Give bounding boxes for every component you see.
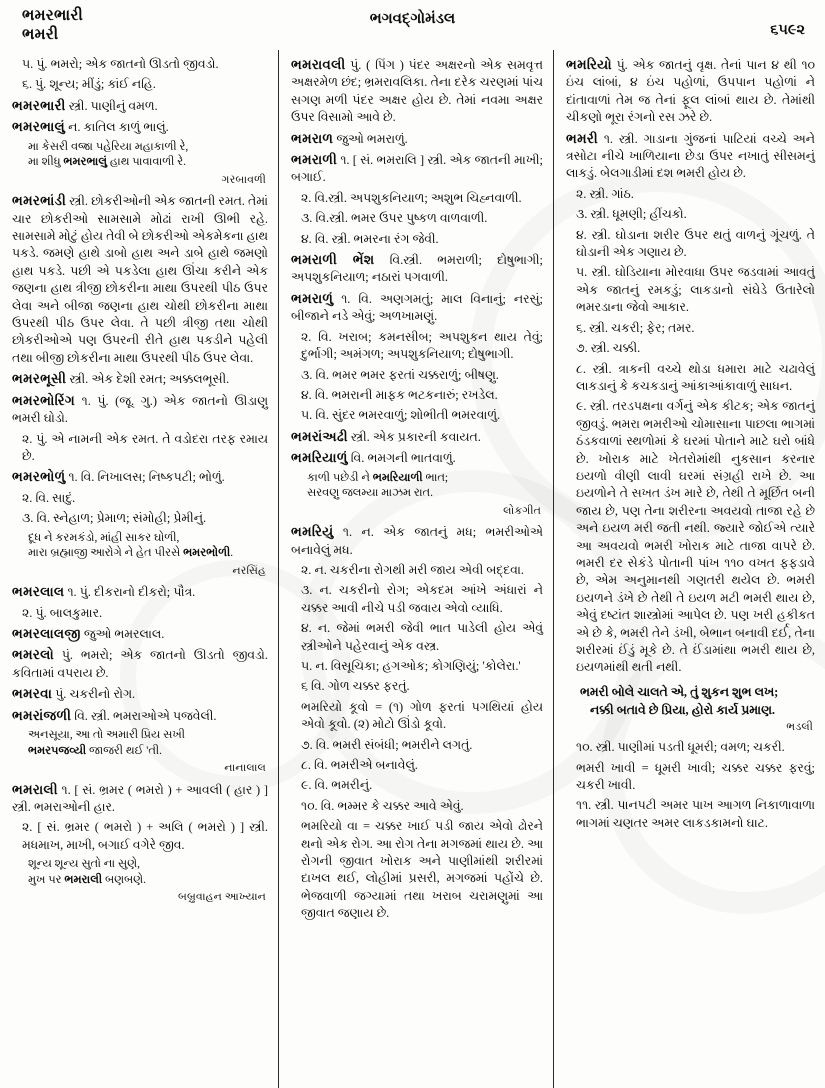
entry-definition: પું. એક જાતનું વૃક્ષ. તેનાં પાન ૪ થી ૧૦ ઇંચ લાંબાં, ૪ ઇંચ પહોળાં, ઉપપાન પહોળાં ને દાંતાવાળાં તેમ જ તેનાં ફૂલ લાંબાં થાય છે. તેમાંથી ચીકણો ભૂરા રંગનો રસ ઝરે છે. (566, 58, 815, 125)
entry-sense: ૮. સ્ત્રી. ત્રાકની વચ્ચે થોડા ધમારા માટે ચઢાવેલું લાકડાનું કે કચકડાનું આંકાઆંકાવાળું સાધન. (576, 361, 815, 393)
quotation-source: ભડલી (786, 720, 813, 733)
entry-definition: સ્ત્રી. એક દેશી રમત; અક્કલભૂસી. (66, 372, 230, 387)
dictionary-entry (12, 192, 268, 367)
entry-quotation (28, 531, 268, 562)
quotation-source: નરસિંહ (232, 564, 266, 577)
column-left (0, 50, 278, 1088)
entry-headword: ભમરભાંડી (12, 193, 67, 209)
entry-sense: ૯. સ્ત્રી. તરડપક્ષના વર્ગનું એક કીટક; એક જાતનું જીવડું. ભમરા ભમરીઓ ચોમાસાના પાછલા ભાગમાં ઠંડકવાળાં સ્થળોમાં કે ઘરમાં પોતાને માટે ઘરો બાંધે છે. ખોરાક માટે ખેતરોમાંથી નુકસાન કરનાર ઇયળો વીણી લાવી ઘરમાં સંગ્રહી રાખે છે. આ ઇયળોને તે સખત ડંખ મારે છે, તેથી તે મૂર્છિત બની જાય છે, પણ તેના શરીરના અવયવો તાજા રહે છે અને ઇયળ મરી જતી નથી. જ્યારે જોઈએ ત્યારે આ અવયવો ભમરી ખોરાક માટે તાજા વાપરે છે. ભમરી દર સેકંડે પોતાની પાંખ ૧૧૦ વખત ફફડાવે છે, એમ અનુમાનથી ગણતરી થયેલ છે. ભમરી ઇયળને ડંખે છે તેથી તે ઇયળ મટી ભમરી થાય છે, એવું દષ્ટાંત શાસ્ત્રોમાં આપેલ છે. પણ ખરી હકીકત એ છે કે, ભમરી તેને ડંખી, બેભાન બનાવી દર્ઈ, તેના શરીરમાં ઈંડું મૂકે છે. તે ઈંડામાંથા ભમરી થાય છે, ઇયળમાંથી થતી નથી. (576, 399, 815, 675)
entry-quotation (307, 471, 543, 502)
dictionary-entry (12, 392, 268, 428)
entry-headword: ભમરાળી ભેંશ (291, 252, 375, 268)
entry-headword: ભમરાંજળી (12, 707, 72, 723)
quotation-line: મુખ પર ભમરાલી બણબણે. (28, 873, 146, 886)
entry-headword: ભમરભૂસી (12, 371, 67, 387)
quotation-line: સરવણુ જલમ્યા માઝમ રાત. (307, 487, 433, 500)
text-columns (0, 50, 825, 1088)
entry-headword: ભમરલો (12, 647, 54, 663)
entry-definition: સ્ત્રી. એક પ્રકારની કવાયત. (347, 429, 481, 444)
entry-definition: ૧. ન. એક જાતનું મધ; ભમરીઓએ બનાવેલું મધ. (291, 525, 543, 557)
entry-quotation (28, 728, 268, 759)
entry-headword: ભમરાવલી (291, 57, 346, 72)
entry-sense: ૩. સ્ત્રી. ધૂમણી; હીંચકો. (576, 207, 687, 222)
quotation-source: લોકગીત (503, 504, 541, 517)
entry-headword: ભમરી (566, 130, 598, 146)
dictionary-entry (291, 130, 543, 148)
column-middle (278, 50, 554, 1088)
running-head-left-line2: ભમરી (22, 26, 59, 43)
quotation-line: નક્કી બતાવે છે પ્રિયા, હોરો કાર્ય પ્રમાણ. (590, 702, 775, 717)
entry-sense: ૫. પું. ભમરો; એક જાતનો ઊડતો જીવડો. (22, 57, 219, 71)
dictionary-entry (12, 625, 268, 643)
entry-definition: ૧. [ સં. ભ્રમર ( ભમરો ) + આવલી ( હાર ) ] સ્ત્રી. ભમરાઓની હાર. (12, 782, 268, 814)
entry-definition: ૧. [ સં. ભમરાલિ ] સ્ત્રી. એક જાતની માખી; બગાઈ. (291, 153, 543, 185)
entry-headword: ભમરભારી (12, 97, 66, 113)
entry-sense: ૫. ન. વિસૂચિકા; હગઓક; કોગણિયું; 'કોલેરા.' (301, 658, 521, 673)
quotation-line: દૂધ ને કરમકંડો, માંહી સાકર ઘોળી, (28, 531, 180, 544)
entry-sense: ૨. વિ. સાદું. (22, 490, 76, 505)
entry-sense: ૭. સ્ત્રી. ચક્કી. (576, 341, 641, 356)
entry-sense: ૨. ન. ચકરીના રોગથી મરી જાય એવી બદ્દવા. (301, 562, 525, 577)
entry-sense: ૧૦. સ્ત્રી. પાણીમાં પડતી ધૂમરી; વમળ; ચકરી. (576, 740, 785, 755)
dictionary-entry (12, 707, 268, 725)
entry-sense: ૩. વિ.સ્ત્રી. ભમર ઉપર પુષ્કળ વાળવાળી. (301, 211, 488, 226)
dictionary-entry (12, 583, 268, 601)
entry-sense: ભમરિયો કૂવો = (૧) ગોળ ફરતાં પગથિયાં હોય એવો કૂવો. (૨) મોટો ઊંડો કૂવો. (301, 699, 543, 732)
dictionary-entry (12, 468, 268, 486)
dictionary-entry (291, 449, 543, 467)
dictionary-entry (291, 290, 543, 326)
entry-headword: ભમરભાલું (12, 119, 65, 135)
page-number: ૬૫૯૨ (770, 22, 805, 38)
entry-sense: ૩. ન. ચકરીનો રોગ; એકદમ આંખે અંધારાં ને ચક્કર આવી નીચે પડી જવાય એવો વ્યાધિ. (301, 583, 543, 615)
entry-sense: ૩. વિ. ભમર ભમર ફરતાં ચક્કરાળું; બીષણુ. (301, 367, 499, 382)
entry-headword: ભમરલાલ (12, 584, 65, 600)
entry-sense: ૨. પું. એ નામની એક રમત. તે વડોદરા તરફ રમાય છે. (22, 431, 268, 463)
entry-sense: ૫. સ્ત્રી. ઘોડિયાના મોરવાધા ઉપર જડવામાં આવતું એક જાતનું રમકડું; લાકડાનો સંઘેડે ઉતારેલો ભમરડાના જેવો આકાર. (576, 265, 815, 315)
quotation-source: ગરબાવળી (221, 173, 266, 186)
entry-definition: વિ. ભમગની ભાતવાળું. (347, 451, 456, 466)
entry-sense: ૨. પું. બાલકુમાર. (22, 605, 103, 620)
dictionary-entry (12, 118, 268, 136)
dictionary-entry (291, 428, 543, 446)
entry-definition: વિ. સ્ત્રી. ભમરાઓએ પજવેલી. (71, 708, 217, 723)
entry-sense: ૭. વિ. ભમરી સંબંધી; ભમરીને લગતું. (301, 737, 473, 752)
dictionary-entry (12, 781, 268, 817)
entry-sense: ૮. વિ. ભમરીએ બનાવેલું. (301, 758, 418, 772)
entry-headword: ભમરિયું (291, 524, 334, 540)
entry-headword: ભમરવા (12, 686, 53, 702)
entry-sense: ૪. વિ. સ્ત્રી. ભમરના રંગ જેવી. (301, 231, 439, 246)
entry-definition: પું. ચકરીનો રોગ. (52, 687, 136, 702)
entry-sense: ૯. વિ. ભમરીનું. (301, 778, 373, 793)
entry-sense: ૨. સ્ત્રી. ગાંઠ. (576, 186, 634, 201)
book-title: ભગવદ્‌ગોમંડલ (369, 11, 456, 27)
quotation-line: શૂન્ય શૂન્ય સુતો ના સુણે, (28, 858, 140, 871)
dictionary-entry (291, 251, 543, 287)
dictionary-entry (12, 685, 268, 703)
entry-sense: ૧૦. વિ. ભમ્મર કે ચક્કર આવે એવું. (301, 798, 464, 813)
quotation-line: અનસૂયા, આ તો અમારી પ્રિય સખી (28, 728, 185, 741)
entry-headword: ભમરાળું (291, 290, 334, 306)
entry-sense: ૪. ન. જેમાં ભમરી જેવી ભાત પાડેલી હોય એવું સ્ત્રીઓને પહેરવાનું એક વસ્ત્ર. (301, 621, 543, 653)
entry-sense: ૨. વિ. ખરાબ; કમનસીબ; અપશુકન થાય તેવું; દુર્ભાગી; અમંગળ; અપશુકનિયાળ; દોષુભાગી. (301, 329, 543, 362)
entry-headword: ભમરાંઅઢી (291, 428, 348, 444)
entry-quotation (28, 140, 268, 171)
entry-definition: ૧. વિ. નિખાલસ; નિષ્કપટી; ભોળું. (65, 470, 225, 485)
entry-sense: ૨. [ સં. ભ્રમર ( ભમરો ) + અલિ ( ભમરો ) ] સ્ત્રી. મધમાખ, માખી, બગાઈ વગેરે જીવ. (22, 820, 268, 852)
entry-definition: વિ.સ્ત્રી. ભમરાળી; દોષુભાગી; અપશુકનિયાળ; નઠારાં પગવાળી. (291, 253, 543, 285)
dictionary-entry (291, 151, 543, 187)
entry-sense: ૨. વિ.સ્ત્રી. અપશુકનિયાળ; અશુભ ચિહ્નવાળી. (301, 190, 522, 205)
quotation-line: મારા બ્રહ્માજી આરોગે ને હેત પીરસે ભમરભોળી. (28, 547, 234, 560)
entry-sense: ૬. પું. શૂન્ય; મીંડું; કાંઈ નહિ. (22, 77, 156, 92)
entry-headword: ભમરાળ (291, 130, 334, 146)
quotation-line: ભમરપજવ્યી જાજરી થઈ 'તી. (28, 744, 162, 757)
quotation-source: બબ્રુવાહન આખ્યાન (177, 891, 266, 904)
quotation-line: કાળી પછેડી ને ભમરિયાળી ભાત; (307, 471, 449, 484)
entry-headword: ભમરાલી (12, 781, 58, 797)
column-right (554, 50, 825, 1088)
entry-sense: ૪. સ્ત્રી. ઘોડાના શરીર ઉપર થતું વાળનું ગૂંચળું. તે ઘોડાની એક ગણાય છે. (576, 227, 815, 260)
dictionary-entry (291, 56, 543, 127)
entry-definition: સ્ત્રી. છોકરીઓની એક જાતની રમત. તેમાં ચાર છોકરીઓ સામસામે મોઢાં રાખી ઊભી રહે. સામસામે મોટું હોય તેવી બે છોકરીઓ એકમેકના હાથ પકડે. જમણે હાથે ડાબો હાથ અને ડાબે હાથે જમણો હાથ પકડે. પછી એ પકડેલા હાથ ઊંચા કરીને એક જણના હાથ ત્રીજી છોકરીના માથા ઉપરથી પીઠ ઉપર લેવા અને બીજા જણના હાથ ચોથી છોકરીના માથા ઉપરથી પીઠ ઉપર લેવા. તે પછી ત્રીજી તથા ચોથી છોકરીઓએ પણ ઉપરની રીતે હાથ પકડીને પહેલી તથા બીજી છોકરીના માથા ઉપરથી પીઠ ઉપર લેવા. (12, 194, 268, 365)
quotation-line: મા શીધુ ભમરભાલું હાથ પાવાવાળી રે. (28, 156, 186, 169)
dictionary-entry (12, 370, 268, 388)
entry-sense: ૪. વિ. ભમરાની માફક ભટકનારું; રખડેલ. (301, 387, 498, 402)
entry-definition: ૧. વિ. અણગમતું; માલ વિનાનું; નરસું; બીજાને નડે એવું; અળખામણું. (291, 291, 543, 324)
dictionary-entry (566, 130, 815, 183)
entry-definition: સ્ત્રી. પાણીનું વમળ. (65, 98, 158, 113)
entry-definition: ૧. સ્ત્રી. ગાડાના ગુંજનાં પાટિયાં વચ્ચે અને ત્રસોટા નીચે ખાળિયાના છેડા ઉપર નખાતું સીસમનું લાકડું. બેલગાડીમાં દશ ભમરી હોય છે. (566, 131, 815, 181)
entry-definition: પું. ભમરો; એક જાતનો ઊડતો જીવડો. કવિતામાં વપરાય છે. (12, 648, 268, 680)
entry-sense: ભમરિયો વા = ચક્કર ખાઈ પડી જાય એવો ઢોરને થનો એક રોગ. આ રોગ તેના મગજમાં થાય છે. આ રોગની જીવાત ખોરાક અને પાણીમાંથી શરીરમાં દાખલ થઈ, લોહીમાં પ્રસરી, મગજમાં પહોંચે છે. ભેજવાળી જગ્યામાં તથા ખરાબ ચરામણુમાં આ જીવાત જણાય છે. (301, 819, 543, 921)
quotation-line: ભમરી બોલે ચાલતે એ, તું શુકન શુભ લખ; (580, 684, 779, 699)
dictionary-entry (291, 523, 543, 559)
dictionary-entry (12, 97, 268, 115)
quotation-source: નાનાલાલ (224, 762, 266, 775)
entry-verse (580, 683, 815, 719)
dictionary-entry (12, 646, 268, 682)
entry-definition: જુઓ ભમરલાલ. (80, 626, 165, 641)
entry-headword: ભમરભોળું (12, 469, 66, 485)
entry-definition: ૧. પું. (જૂ. ગુ.) એક જાતનો ઊડાણુ ભમરી ઘોડો. (12, 393, 268, 426)
entry-definition: ન. કાતિલ કાળું ભાલું. (64, 120, 169, 135)
entry-sense: ભમરી ખાવી = ધૂમરી ખાવી; ચક્કર ચક્કર ફરવું; ચકરી ખાવી. (576, 760, 815, 793)
entry-headword: ભમરભોરિંગ (12, 392, 75, 408)
entry-headword: ભમરાળી (291, 152, 338, 168)
entry-sense: ૬. સ્ત્રી. ચકરી; ફેર; તમર. (576, 320, 695, 335)
dictionary-entry (566, 56, 815, 127)
entry-definition: ૧. પું. દીકરાનો દીકરો; પૌત્ર. (64, 585, 196, 600)
entry-sense: ૫. વિ. સુંદર ભમરવાળું; શોભીતી ભમરવાળું. (301, 408, 501, 423)
entry-headword: ભમરિયો (566, 57, 612, 72)
entry-sense: ૬ વિ. ગોળ ચક્કર ફરતું. (301, 679, 410, 694)
entry-headword: ભમરલાલજી (12, 625, 81, 641)
entry-definition: જુઓ ભમરાળું. (333, 131, 408, 146)
quotation-line: મા કેસરી વજ્રા પહેરિયા મહાકાળી રે, (28, 140, 189, 153)
running-head-left-line1: ભમરભારી (22, 7, 84, 24)
entry-sense: ૩. વિ. સ્નેહાળ; પ્રેમાળ; સંમોહી; પ્રેમીનું. (22, 511, 207, 526)
entry-headword: ભમરિયાળું (291, 450, 348, 466)
page-header (0, 0, 825, 48)
entry-definition: પું. ( પિંગ ) પંદર અક્ષરનો એક સમવૃત્ત અક્ષરમેળ છંદ; ભ્રમરાવલિકા. તેના દરેક ચરણમાં પાંચ સગણ મળી પંદર અક્ષર હોય છે. તેમાં નવમા અક્ષર ઉપર વિસામો આવે છે. (291, 58, 543, 125)
entry-quotation (28, 857, 268, 888)
entry-sense: ૧૧. સ્ત્રી. પાનપટી અમર પાખ આગળ નિકાળાવાળા ભાગમાં ચણતર અમર લાકડકામનો ઘાટ. (576, 798, 815, 830)
